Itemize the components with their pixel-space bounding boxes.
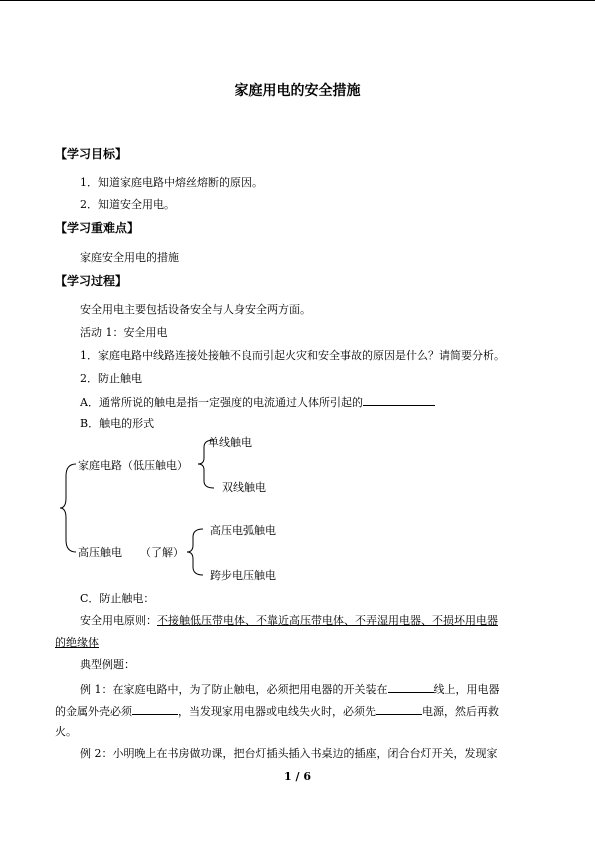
goal-item-1: 1．知道家庭电路中熔丝熔断的原因。 [80,176,263,189]
page-number: 1 / 6 [284,770,311,783]
example-1-line-3: 火。 [55,725,77,738]
section-heading-goals: 【学习目标】 [55,147,128,161]
tree-arc: 高压电弧触电 [210,524,276,537]
paragraph-intro: 安全用电主要包括设备安全与人身安全两方面。 [80,303,311,316]
activity-1-label: 活动 1：安全用电 [80,326,168,339]
example-1-text-c: 的金属外壳必须 [55,705,132,718]
tree-high-voltage: 高压触电 [78,546,122,559]
tree-double-line: 双线触电 [222,481,266,494]
goal-item-2: 2．知道安全用电。 [80,198,175,211]
item-a-text: A．通常所说的触电是指一定强度的电流通过人体所引起的 [80,396,363,409]
example-1-line-1 [80,681,500,697]
item-c: C．防止触电： [80,592,155,605]
examples-lead: 典型例题： [80,658,135,671]
example-1-text-b: 线上，用电器 [433,683,500,696]
example-1-text-a: 例 1：在家庭电路中，为了防止触电，必须把用电器的开关装在 [80,683,388,696]
key-point-1: 家庭安全用电的措施 [80,251,179,264]
example-1-text-e: 电源，然后再救 [422,705,499,718]
question-2: 2．防止触电 [80,372,142,385]
tree-home-circuit: 家庭电路（低压触电） [78,459,188,472]
principle-text-cont: 的绝缘体 [55,636,99,649]
tree-step-voltage: 跨步电压触电 [210,569,276,582]
page-title: 家庭用电的安全措施 [234,83,361,99]
answer-blank-ground[interactable] [132,703,178,715]
item-b: B．触电的形式 [80,417,155,430]
tree-know-note: （了解） [140,546,184,559]
question-1: 1．家庭电路中线路连接处接触不良而引起火灾和安全事故的原因是什么？请简要分析。 [80,349,505,362]
example-1-line-2 [55,703,499,719]
principle-lead: 安全用电原则： [80,614,157,627]
example-2-line-1: 例 2：小明晚上在书房做功课，把台灯插头插入书桌边的插座，闭合台灯开关，发现家 [80,747,498,760]
tree-single-line: 单线触电 [208,436,252,449]
section-heading-key-points: 【学习重难点】 [55,221,140,235]
example-1-text-d: ，当发现家用电器或电线失火时，必须先 [178,705,376,718]
answer-blank-cut[interactable] [376,703,422,715]
brace-main [60,464,76,552]
section-heading-process: 【学习过程】 [55,274,128,288]
principle-line [80,614,498,628]
principle-text: 不接触低压带电体、不靠近高压带电体、不弄湿用电器、不损坏用电器 [157,614,498,627]
answer-blank-switch[interactable] [388,681,434,693]
brace-high-voltage [187,529,203,575]
